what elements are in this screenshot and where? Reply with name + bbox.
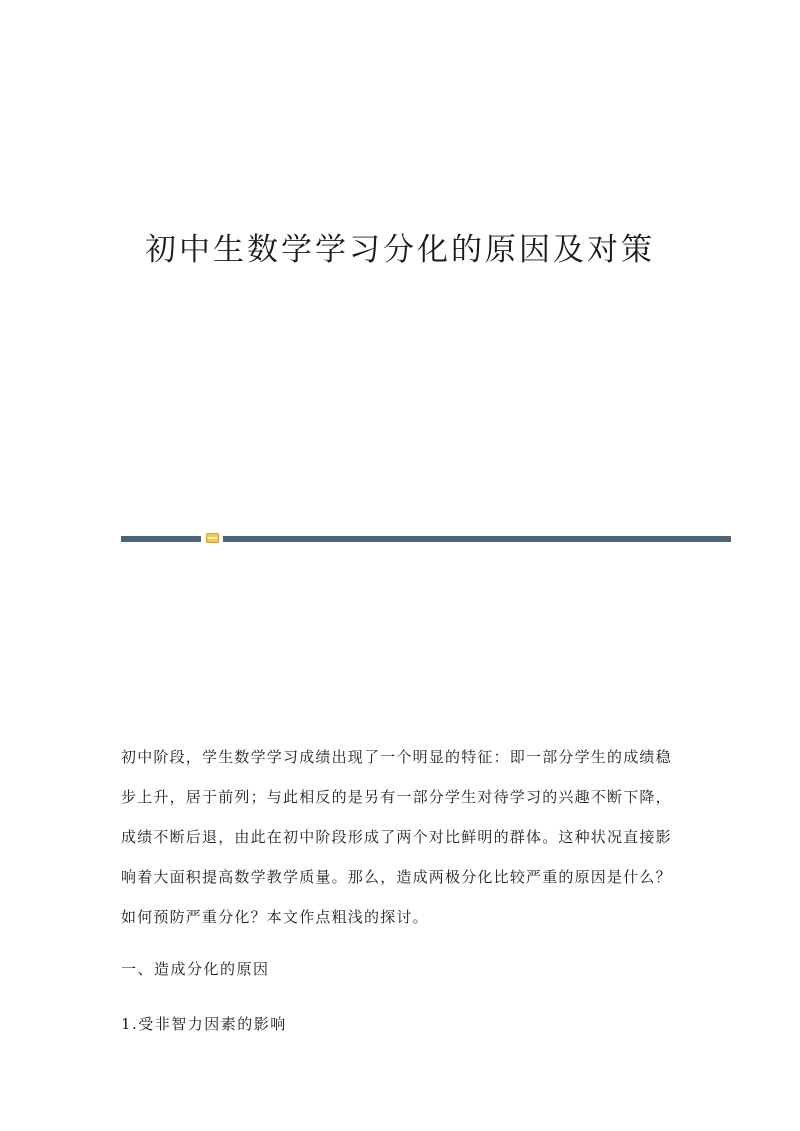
- section-heading: 一、造成分化的原因: [121, 960, 270, 978]
- divider-bar-left: [121, 536, 201, 542]
- intro-paragraph: 初中阶段，学生数学学习成绩出现了一个明显的特征：即一部分学生的成绩稳步上升，居于前列；与此相反的是另有一部分学生对待学习的兴趣不断下降，成绩不断后退，由此在初中阶段形成了两个对比鲜明的群体。这种状况直接影响着大面积提高数学教学质量。那么，造成两极分化比较严重的原因是什么？如何预防严重分化？本文作点粗浅的探讨。: [121, 748, 672, 926]
- divider-ornament-icon: [206, 533, 219, 543]
- divider-bar-right: [223, 536, 731, 542]
- subsection-heading: 1.受非智力因素的影响: [121, 1015, 287, 1033]
- document-title: 初中生数学学习分化的原因及对策: [145, 232, 655, 268]
- title-divider: [121, 531, 731, 545]
